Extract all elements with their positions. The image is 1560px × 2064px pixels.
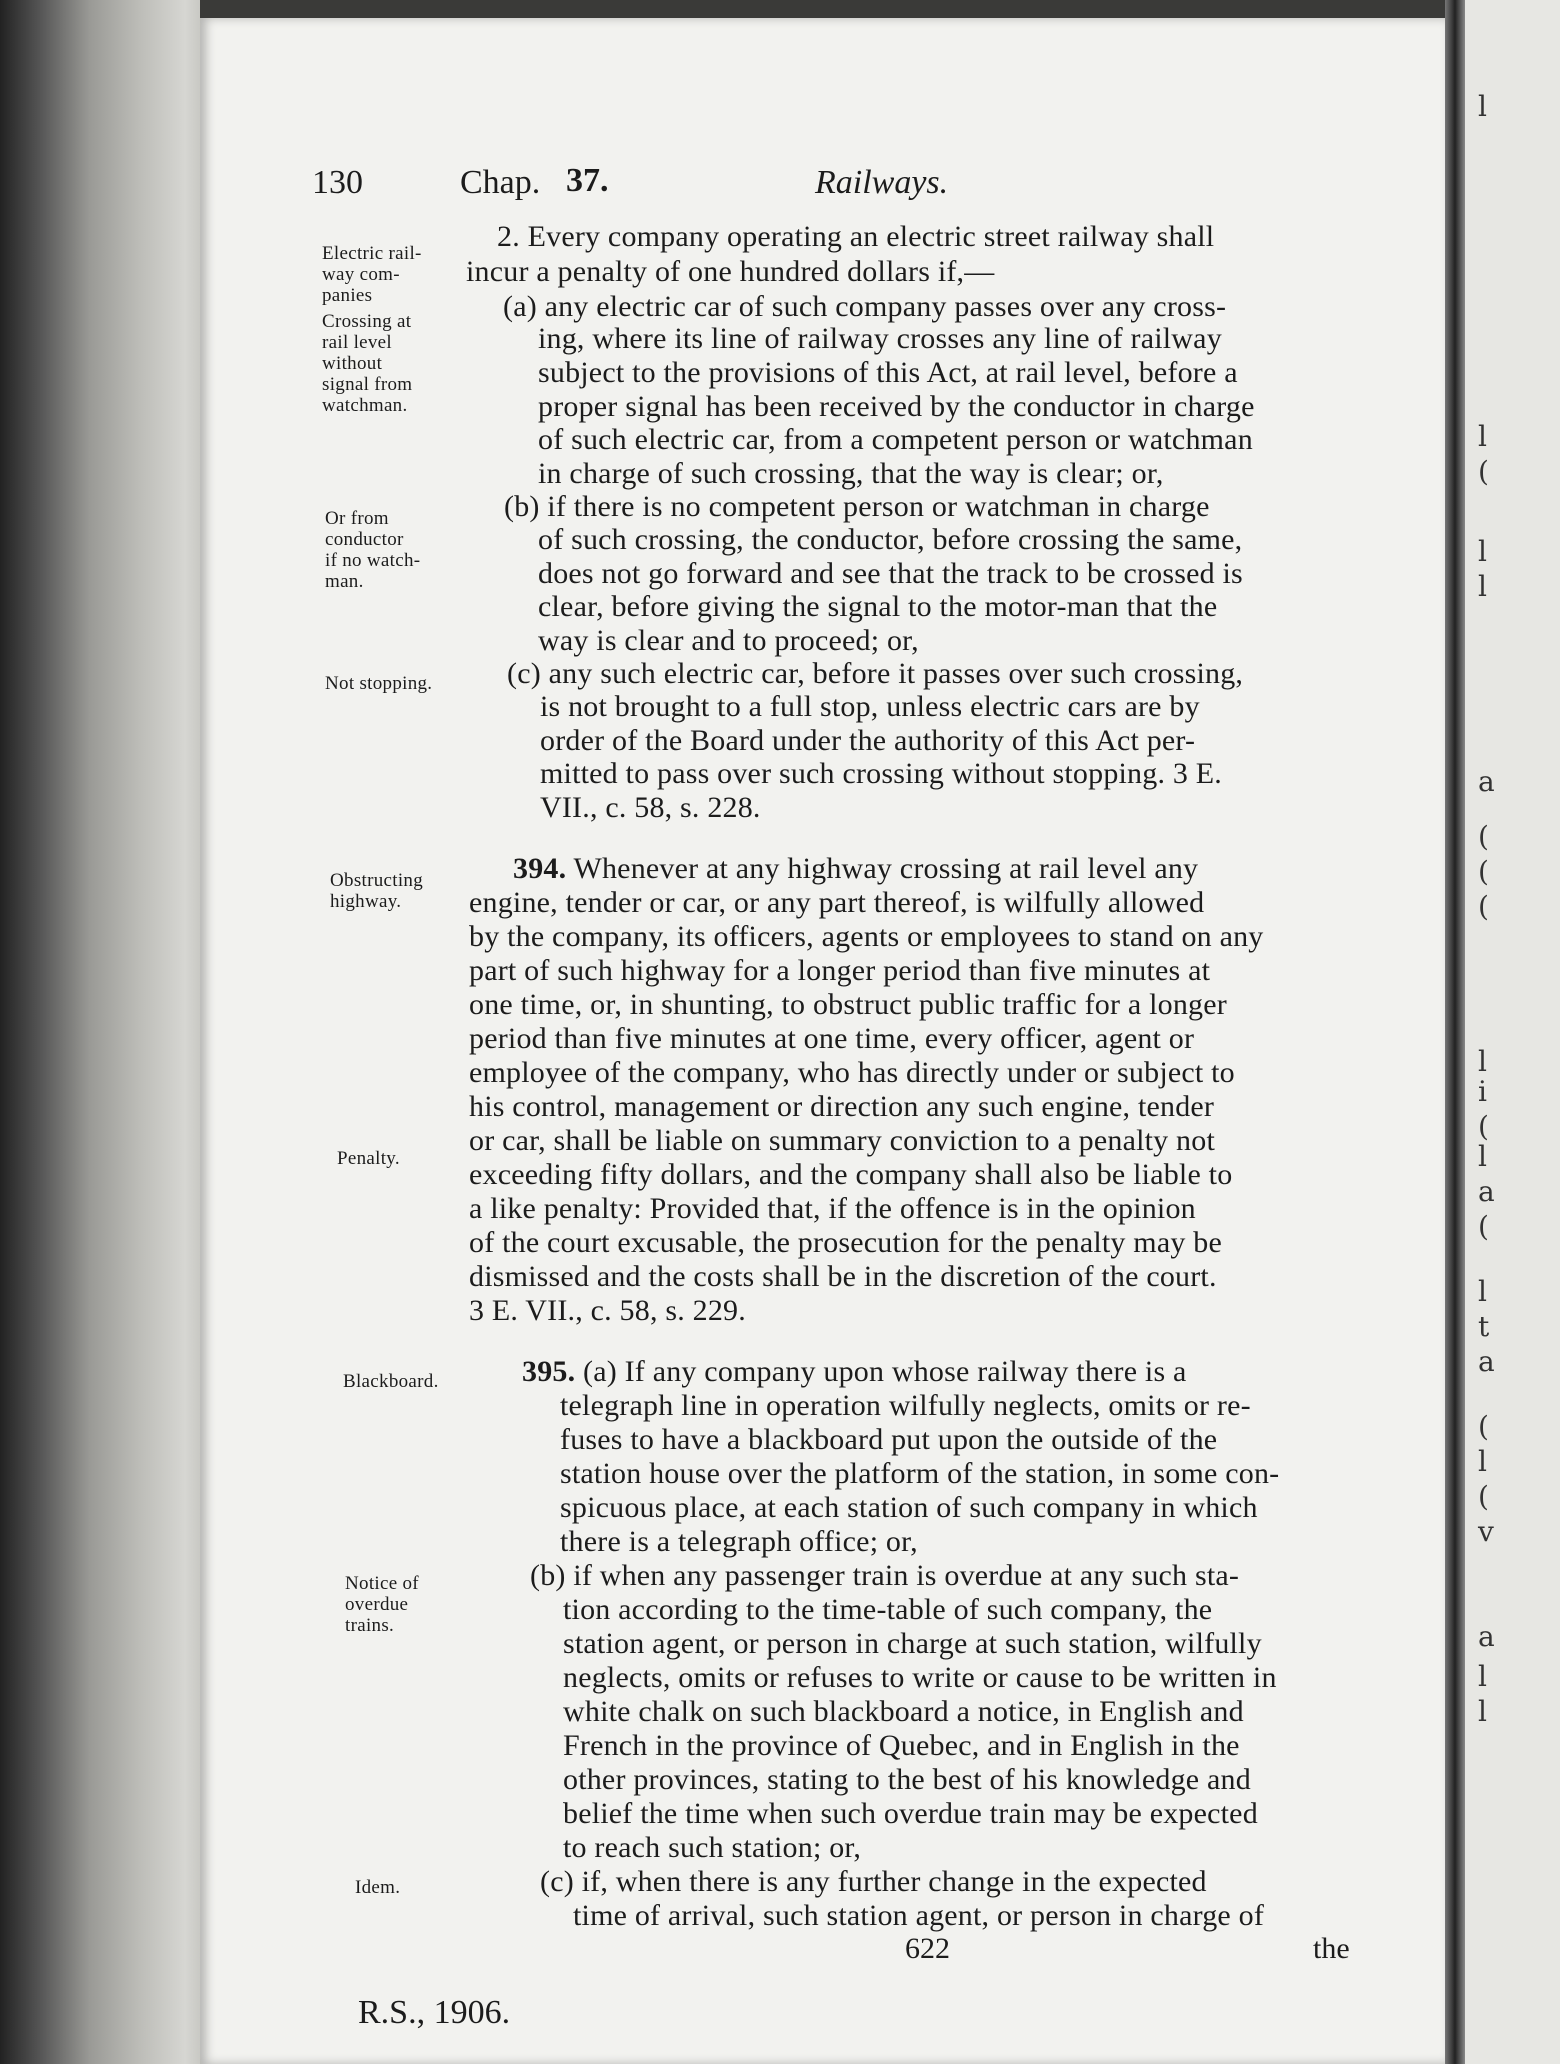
facing-page-char: l bbox=[1478, 90, 1487, 123]
facing-page-edge bbox=[1465, 0, 1560, 2064]
text-line: one time, or, in shunting, to obstruct public traffic for a longer bbox=[469, 988, 1227, 1021]
text-line: white chalk on such blackboard a notice, in English and bbox=[563, 1695, 1244, 1728]
text-line: proper signal has been received by the conductor in charge bbox=[538, 390, 1255, 423]
margin-note: Electric rail- way com- panies bbox=[322, 243, 422, 306]
text-line: 2. Every company operating an electric street railway shall bbox=[497, 220, 1215, 253]
text-line: (c) if, when there is any further change in the expected bbox=[540, 1865, 1207, 1898]
text-line: ing, where its line of railway crosses any line of railway bbox=[538, 322, 1222, 355]
page-number: 130 bbox=[312, 164, 363, 201]
text-line: of such electric car, from a competent person or watchman bbox=[538, 423, 1253, 456]
text-line: is not brought to a full stop, unless electric cars are by bbox=[540, 690, 1200, 723]
text-line: (c) any such electric car, before it passes over such crossing, bbox=[507, 657, 1244, 690]
facing-page-char: ( bbox=[1478, 890, 1489, 923]
text-line: by the company, its officers, agents or employees to stand on any bbox=[469, 920, 1264, 953]
facing-page-char: a bbox=[1478, 1345, 1495, 1378]
section-heading-line bbox=[513, 852, 1198, 886]
text-line: mitted to pass over such crossing without stopping. 3 E. bbox=[540, 757, 1222, 790]
margin-note: Penalty. bbox=[337, 1148, 400, 1169]
text-line: way is clear and to proceed; or, bbox=[538, 624, 919, 657]
text-line: engine, tender or car, or any part thereof, is wilfully allowed bbox=[469, 886, 1205, 919]
text-line: subject to the provisions of this Act, at rail level, before a bbox=[538, 356, 1238, 389]
text-line: (b) if there is no competent person or watchman in charge bbox=[504, 490, 1210, 523]
section-heading-line bbox=[522, 1355, 1187, 1389]
text-line: neglects, omits or refuses to write or cause to be written in bbox=[563, 1661, 1277, 1694]
text-line: employee of the company, who has directly under or subject to bbox=[469, 1056, 1235, 1089]
text-line: belief the time when such overdue train may be expected bbox=[563, 1797, 1258, 1830]
facing-page-char: l bbox=[1478, 1695, 1487, 1728]
text-line: of such crossing, the conductor, before crossing the same, bbox=[538, 523, 1243, 556]
edition-label: R.S., 1906. bbox=[358, 1994, 511, 2031]
text-line: does not go forward and see that the track to be crossed is bbox=[538, 557, 1243, 590]
facing-page-char: ( bbox=[1478, 855, 1489, 888]
text-line: spicuous place, at each station of such company in which bbox=[560, 1491, 1258, 1524]
facing-page-char: l bbox=[1478, 1275, 1487, 1308]
margin-note: Blackboard. bbox=[343, 1371, 439, 1392]
text-line: Whenever at any highway crossing at rail level any bbox=[566, 852, 1199, 885]
facing-page-char: l bbox=[1478, 1045, 1487, 1078]
book-gutter bbox=[1445, 0, 1465, 2064]
text-line: (b) if when any passenger train is overdue at any such sta- bbox=[530, 1559, 1240, 1592]
text-line: tion according to the time-table of such company, the bbox=[563, 1593, 1213, 1626]
text-line: exceeding fifty dollars, and the company shall also be liable to bbox=[469, 1158, 1233, 1191]
section-number: 395. bbox=[522, 1355, 576, 1388]
margin-note: Obstructing highway. bbox=[330, 870, 424, 912]
text-line: part of such highway for a longer period than five minutes at bbox=[469, 954, 1211, 987]
facing-page-char: a bbox=[1478, 1175, 1495, 1208]
text-line: 3 E. VII., c. 58, s. 229. bbox=[469, 1294, 746, 1327]
text-line: dismissed and the costs shall be in the discretion of the court. bbox=[469, 1260, 1217, 1293]
text-line: station house over the platform of the station, in some con- bbox=[560, 1457, 1280, 1490]
text-line: French in the province of Quebec, and in English in the bbox=[563, 1729, 1240, 1762]
facing-page-char: ( bbox=[1478, 820, 1489, 853]
margin-note: Notice of overdue trains. bbox=[345, 1573, 419, 1636]
text-line: VII., c. 58, s. 228. bbox=[540, 791, 761, 824]
facing-page-char: a bbox=[1478, 1620, 1495, 1653]
text-line: or car, shall be liable on summary conviction to a penalty not bbox=[469, 1124, 1215, 1157]
text-line: fuses to have a blackboard put upon the outside of the bbox=[560, 1423, 1218, 1456]
text-line: (a) If any company upon whose railway there is a bbox=[575, 1355, 1187, 1388]
margin-note: Not stopping. bbox=[325, 673, 433, 694]
facing-page-char: l bbox=[1478, 1445, 1487, 1478]
text-line: a like penalty: Provided that, if the offence is in the opinion bbox=[469, 1192, 1196, 1225]
text-line: time of arrival, such station agent, or person in charge of bbox=[573, 1899, 1265, 1932]
facing-page-char: a bbox=[1478, 765, 1495, 798]
book-fore-edge bbox=[0, 0, 200, 2064]
facing-page-char: t bbox=[1478, 1310, 1490, 1343]
margin-note: Crossing at rail level without signal from watchman. bbox=[322, 311, 413, 416]
facing-page-char: i bbox=[1478, 1075, 1487, 1108]
margin-note: Idem. bbox=[355, 1877, 401, 1898]
text-line: other provinces, stating to the best of his knowledge and bbox=[563, 1763, 1251, 1796]
text-line: his control, management or direction any such engine, tender bbox=[469, 1090, 1215, 1123]
facing-page-char: v bbox=[1478, 1515, 1494, 1548]
text-line: station agent, or person in charge at such station, wilfully bbox=[563, 1627, 1262, 1660]
chapter-label: Chap. bbox=[460, 164, 541, 201]
facing-page-char: l bbox=[1478, 1660, 1487, 1693]
folio-number: 622 bbox=[905, 1932, 950, 1965]
facing-page-char: ( bbox=[1478, 1480, 1489, 1513]
text-line: there is a telegraph office; or, bbox=[560, 1525, 918, 1558]
facing-page-char: ( bbox=[1478, 1110, 1489, 1143]
facing-page-char: ( bbox=[1478, 1210, 1489, 1243]
chapter-number: 37. bbox=[566, 162, 609, 199]
running-title: Railways. bbox=[815, 164, 949, 201]
text-line: clear, before giving the signal to the motor-man that the bbox=[538, 590, 1218, 623]
text-line: period than five minutes at one time, every officer, agent or bbox=[469, 1022, 1195, 1055]
facing-page-char: l bbox=[1478, 420, 1487, 453]
facing-page-char: l bbox=[1478, 535, 1487, 568]
facing-page-char: l bbox=[1478, 1140, 1487, 1173]
text-line: of the court excusable, the prosecution for the penalty may be bbox=[469, 1226, 1222, 1259]
margin-note: Or from conductor if no watch- man. bbox=[325, 508, 421, 592]
text-line: incur a penalty of one hundred dollars if,— bbox=[466, 255, 995, 288]
facing-page-char: ( bbox=[1478, 1410, 1489, 1443]
section-number: 394. bbox=[513, 852, 567, 885]
facing-page-char: ( bbox=[1478, 455, 1489, 488]
catchword: the bbox=[1313, 1932, 1350, 1965]
text-line: in charge of such crossing, that the way is clear; or, bbox=[538, 457, 1164, 490]
text-line: (a) any electric car of such company passes over any cross- bbox=[503, 290, 1227, 323]
facing-page-char: l bbox=[1478, 570, 1487, 603]
text-line: order of the Board under the authority of this Act per- bbox=[540, 724, 1196, 757]
text-line: telegraph line in operation wilfully neglects, omits or re- bbox=[560, 1389, 1251, 1422]
text-line: to reach such station; or, bbox=[563, 1831, 862, 1864]
